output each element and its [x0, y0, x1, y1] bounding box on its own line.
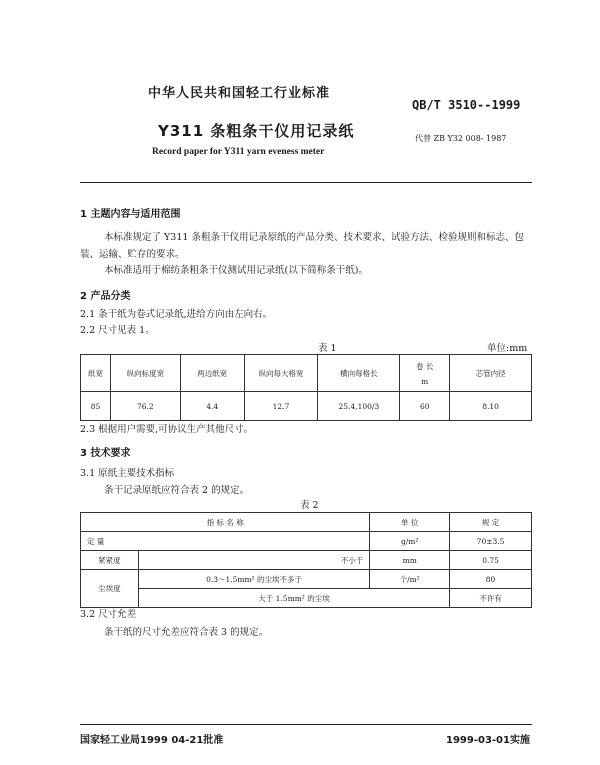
table-1-cell: 12.7 — [244, 392, 318, 421]
clause-2-2: 2.2 尺寸见表 1。 — [80, 325, 155, 336]
table-2-cell: 不许有 — [450, 589, 532, 608]
clause-3-2-body: 条干纸的尺寸允差应符合表 3 的规定。 — [104, 627, 269, 638]
table-2-cell: 大于 1.5mm² 的尘埃 — [138, 589, 449, 608]
table-2-cell: 70±3.5 — [450, 532, 532, 551]
section-1-para-1-line-2: 装、运输、贮存的要求。 — [80, 249, 185, 260]
table-1-cell: 60 — [400, 392, 450, 421]
roll-length-label: 卷 长 — [416, 361, 434, 371]
table-1-caption: 表 1 — [318, 343, 337, 354]
table-1-header-cell: 纵向标度宽 — [110, 355, 180, 392]
table-1-header-cell: 两边纸宽 — [180, 355, 244, 392]
table-2-cell: 0.3～1.5mm² 的尘埃不多于 — [138, 570, 369, 589]
table-1-header-cell: 纵向每大格宽 — [244, 355, 318, 392]
ministry-title: 中华人民共和国轻工行业标准 — [148, 86, 331, 101]
approval-date: 国家轻工业局1999 04-21批准 — [80, 735, 224, 746]
table-2-caption: 表 2 — [300, 500, 319, 511]
section-1-heading: 1 主题内容与适用范围 — [80, 209, 181, 220]
replaces-note: 代替 ZB Y32 008- 1987 — [415, 134, 507, 143]
section-1-para-2: 本标准适用于棉纺条粗条干仪测试用记录纸(以下简称条干纸)。 — [104, 265, 368, 276]
table-1-header-row — [81, 355, 532, 392]
clause-3-2: 3.2 尺寸允差 — [80, 609, 137, 620]
clause-2-3: 2.3 根据用户需要,可协议生产其他尺寸。 — [80, 424, 254, 435]
table-2-cell: mm — [370, 551, 450, 570]
table-1 — [80, 354, 532, 421]
table-1-cell: 8.10 — [450, 392, 532, 421]
roll-length-unit: m — [421, 376, 429, 386]
document-title: Y311 条粗条干仪用记录纸 — [158, 122, 355, 140]
clause-3-1: 3.1 原纸主要技术指标 — [80, 468, 175, 479]
table-2-cell: 紧紧度 — [81, 551, 139, 570]
table-2-header-cell: 指 标 名 称 — [81, 513, 370, 532]
table-row — [81, 392, 532, 421]
table-1-header-cell: 横向每格长 — [318, 355, 400, 392]
table-1-header-cell: 纸宽 — [81, 355, 111, 392]
table-1-cell: 76.2 — [110, 392, 180, 421]
standard-number: QB/T 3510--1999 — [412, 98, 521, 112]
table-2-cell: 个/m² — [370, 570, 450, 589]
english-title: Record paper for Y311 yarn eveness meter — [152, 147, 325, 157]
clause-3-1-body: 条干记录原纸应符合表 2 的规定。 — [104, 485, 250, 496]
table-2-cell: 定 量 — [81, 532, 370, 551]
table-2-header-cell: 规 定 — [450, 513, 532, 532]
table-1-unit: 单位:mm — [487, 343, 528, 354]
table-1-cell: 85 — [81, 392, 111, 421]
table-1-header-cell — [400, 355, 450, 392]
section-2-heading: 2 产品分类 — [80, 291, 131, 302]
table-2-header-cell: 单 位 — [370, 513, 450, 532]
table-2-cell: 80 — [450, 570, 532, 589]
table-1-cell: 25.4,100/3 — [318, 392, 400, 421]
clause-2-1: 2.1 条干纸为卷式记录纸,进给方向由左向右。 — [80, 309, 273, 320]
table-1-header-cell: 芯管内径 — [450, 355, 532, 392]
footer-rule — [80, 724, 532, 725]
table-2-cell: 0.75 — [450, 551, 532, 570]
section-1-para-1-line-1: 本标准规定了 Y311 条粗条干仪用记录原纸的产品分类、技术要求、试验方法、检验规则和标志、包 — [104, 232, 524, 243]
table-row — [81, 570, 532, 589]
table-2-header-row — [81, 513, 532, 532]
section-3-heading: 3 技术要求 — [80, 448, 131, 459]
table-row — [81, 551, 532, 570]
table-row — [81, 532, 532, 551]
table-2 — [80, 512, 532, 608]
implementation-date: 1999-03-01实施 — [446, 735, 530, 746]
table-2-cell: 不小于 — [138, 551, 369, 570]
table-row — [81, 589, 532, 608]
header-rule — [80, 182, 532, 183]
table-1-cell: 4.4 — [180, 392, 244, 421]
table-2-cell: g/m² — [370, 532, 450, 551]
table-2-cell: 尘埃度 — [81, 570, 139, 608]
